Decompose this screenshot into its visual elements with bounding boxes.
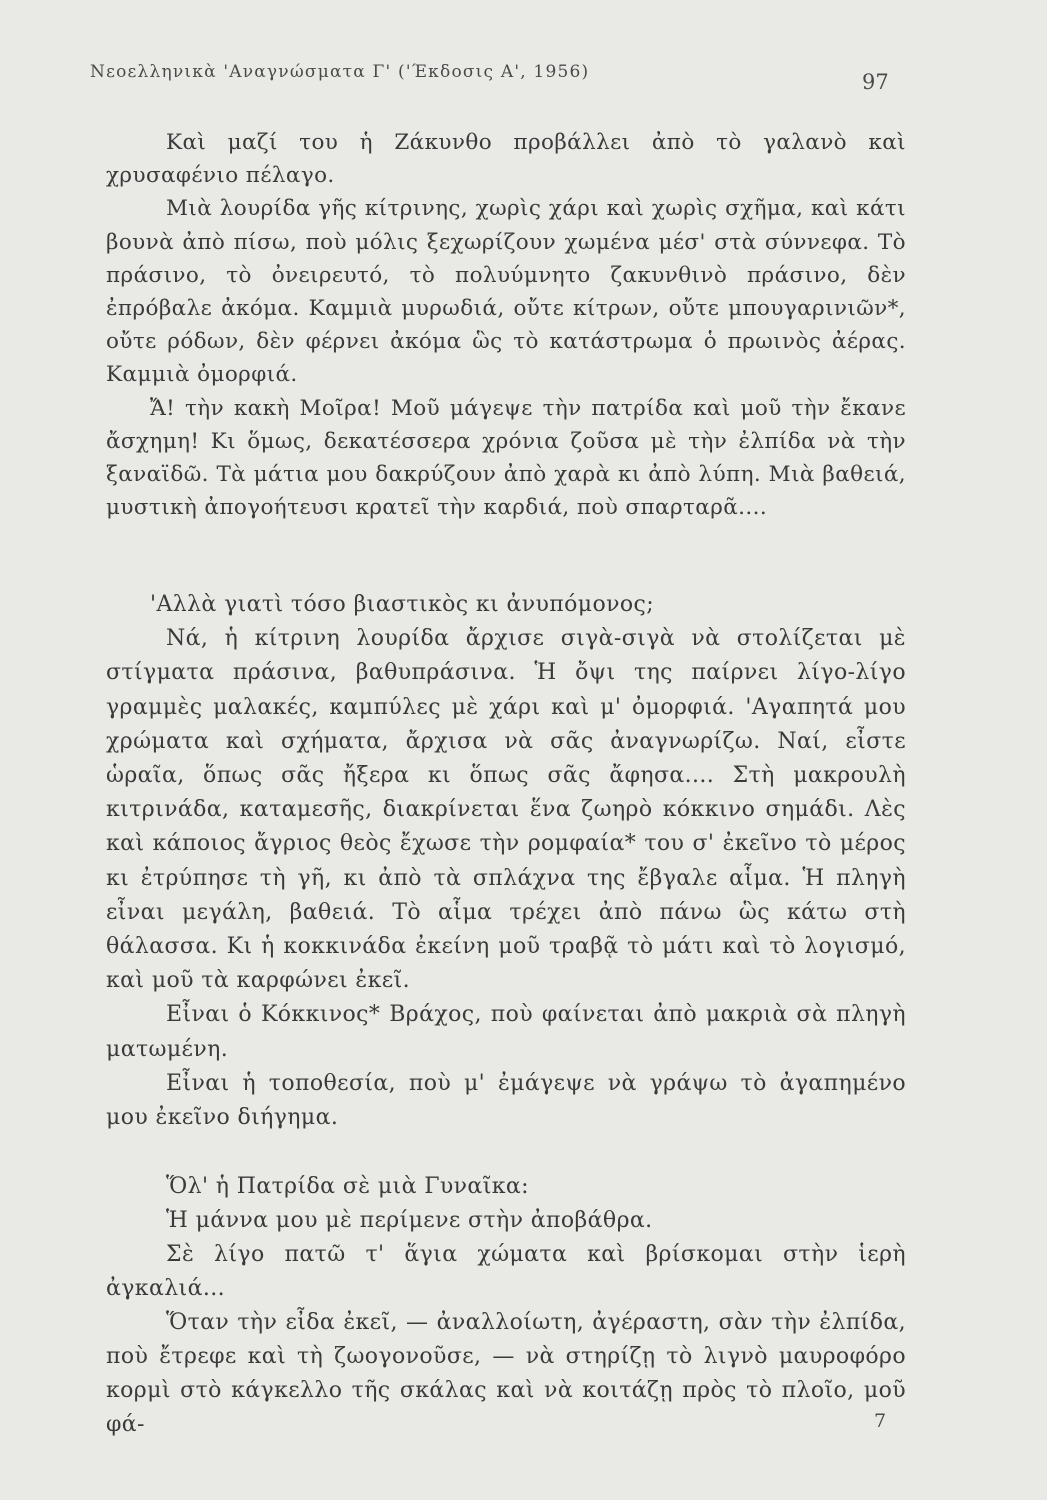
- text-section-arrival: [106, 126, 906, 524]
- text-section-red-rock: [106, 588, 906, 1135]
- text-section-homeland: [106, 1170, 906, 1442]
- paragraph: Εἶναι ὁ Κόκκινος* Βράχος, ποὺ φαίνεται ἀπὸ μακριὰ σὰ πληγὴ ματωμένη.: [106, 1002, 906, 1062]
- paragraph: Μιὰ λουρίδα γῆς κίτρινης, χωρὶς χάρι καὶ χωρὶς σχῆμα, καὶ κάτι βουνὰ ἀπὸ πίσω, ποὺ μόλις ξεχωρίζουν χωμένα μέσ' στὰ σύννεφα. Τὸ πράσινο, τὸ ὀνειρευτό, τὸ πολυύμνητο ζακυνθινὸ πράσινο, δὲν ἐπρόβαλε ἀκόμα. Καμμιὰ μυρωδιά, οὔτε κίτρων, οὔτε μπουγαρινιῶν*, οὔτε ρόδων, δὲν φέρνει ἀκόμα ὣς τὸ κατάστρωμα ὁ πρωινὸς ἀέρας. Καμμιὰ ὀμορφιά.: [106, 196, 906, 388]
- page-number: 97: [862, 70, 889, 94]
- paragraph: Ἡ μάννα μου μὲ περίμενε στὴν ἀποβάθρα.: [166, 1208, 653, 1233]
- paragraph: Ὅλ' ἡ Πατρίδα σὲ μιὰ Γυναῖκα:: [166, 1174, 529, 1199]
- paragraph: 'Αλλὰ γιατὶ τόσο βιαστικὸς κι ἀνυπόμονος;: [150, 592, 655, 617]
- paragraph: Σὲ λίγο πατῶ τ' ἅγια χώματα καὶ βρίσκομαι στὴν ἱερὴ ἀγκαλιά...: [106, 1242, 906, 1301]
- paragraph: Καὶ μαζί του ἡ Ζάκυνθο προβάλλει ἀπὸ τὸ γαλανὸ καὶ χρυσαφένιο πέλαγο.: [106, 130, 906, 189]
- paragraph: Εἶναι ἡ τοποθεσία, ποὺ μ' ἐμάγεψε νὰ γράψω τὸ ἀγαπημένο μου ἐκεῖνο διήγημα.: [106, 1070, 906, 1131]
- paragraph: Ἄ! τὴν κακὴ Μοῖρα! Μοῦ μάγεψε τὴν πατρίδα καὶ μοῦ τὴν ἔκανε ἄσχημη! Κι ὅμως, δεκατέσσερα χρόνια ζοῦσα μὲ τὴν ἐλπίδα νὰ τὴν ξαναϊδῶ. Τὰ μάτια μου δακρύζουν ἀπὸ χαρὰ κι ἀπὸ λύπη. Μιὰ βαθειά, μυστικὴ ἀπογοήτευσι κρατεῖ τὴν καρδιά, ποὺ σπαρταρᾶ....: [106, 395, 906, 521]
- running-header-title: Νεοελληνικὰ 'Αναγνώσματα Γ' ('Έκδοσις Α', 1956): [90, 62, 590, 82]
- paragraph: Νά, ἡ κίτρινη λουρίδα ἄρχισε σιγὰ-σιγὰ νὰ στολίζεται μὲ στίγματα πράσινα, βαθυπράσινα. Ἡ ὄψι της παίρνει λίγο-λίγο γραμμὲς μαλακές, καμπύλες μὲ χάρι καὶ μ' ὀμορφιά. 'Αγαπητά μου χρώματα καὶ σχήματα, ἄρχισα νὰ σᾶς ἀναγνωρίζω. Ναί, εἶστε ὡραῖα, ὅπως σᾶς ἤξερα κι ὅπως σᾶς ἄφησα.... Στὴ μακρουλὴ κιτρινάδα, καταμεσῆς, διακρίνεται ἕνα ζωηρὸ κόκκινο σημάδι. Λὲς καὶ κάποιος ἄγριος θεὸς ἔχωσε τὴν ρομφαία* του σ' ἐκεῖνο τὸ μέρος κι ἐτρύπησε τὴ γῆ, κι ἀπὸ τὰ σπλάχνα της ἔβγαλε αἷμα. Ἡ πληγὴ εἶναι μεγάλη, βαθειά. Τὸ αἷμα τρέχει ἀπὸ πάνω ὣς κάτω στὴ θάλασσα. Κι ἡ κοκκινάδα ἐκείνη μοῦ τραβᾷ τὸ μάτι καὶ τὸ λογισμό, καὶ μοῦ τὰ καρφώνει ἐκεῖ.: [106, 626, 906, 994]
- signature-mark: 7: [874, 1410, 887, 1432]
- paragraph: Ὅταν τὴν εἶδα ἐκεῖ, — ἀναλλοίωτη, ἀγέραστη, σὰν τὴν ἐλπίδα, ποὺ ἔτρεφε καὶ τὴ ζωογονοῦσε, — νὰ στηρίζῃ τὸ λιγνὸ μαυροφόρο κορμὶ στὸ κάγκελλο τῆς σκάλας καὶ νὰ κοιτάζῃ πρὸς τὸ πλοῖο, μοῦ φά-: [106, 1310, 906, 1437]
